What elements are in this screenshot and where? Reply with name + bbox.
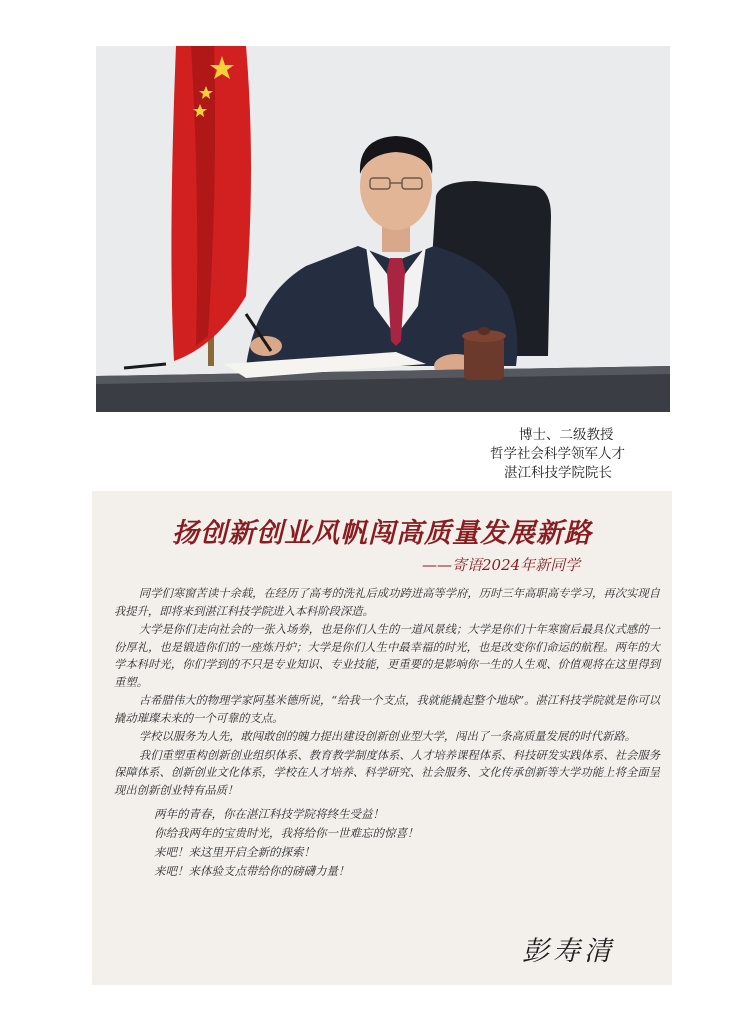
- caption-line-position: 湛江科技学院院长: [504, 465, 612, 481]
- letter-paragraph: 我们重塑重构创新创业组织体系、教育教学制度体系、人才培养课程体系、科技研发实践体系、社会服务保障体系、创新创业文化体系，学校在人才培养、科学研究、社会服务、文化传承创新等大学功能上将全面呈现出创新创业特有品质！: [114, 748, 660, 797]
- tea-cup: [464, 336, 504, 380]
- portrait-illustration: [96, 46, 670, 412]
- letter-closing: [114, 805, 660, 881]
- caption-line-title: 博士、二级教授: [519, 427, 614, 443]
- letter-subtitle: ——寄语2024年新同学: [422, 556, 581, 574]
- letter-paragraph: 古希腊伟大的物理学家阿基米德所说，“给我一个支点，我就能撬起整个地球”。湛江科技学院就是你可以撬动璀璨未来的一个可靠的支点。: [114, 694, 660, 725]
- letter-panel: [92, 491, 672, 985]
- letter-paragraph: 大学是你们走向社会的一张入场券，也是你们人生的一道风景线；大学是你们十年寒窗后最具仪式感的一份厚礼，也是锻造你们的一座炼丹炉；大学是你们人生中最幸福的时光，也是改变你们命运的航程。两年的大学本科时光，你们学到的不只是专业知识、专业技能，更重要的是影响你一生的人生观、价值观将在这里得到重塑。: [114, 623, 660, 689]
- closing-line: 两年的青春，你在湛江科技学院将终生受益！: [154, 807, 384, 821]
- caption-line-honor: 哲学社会科学领军人才: [490, 446, 625, 462]
- signature: 彭寿清: [522, 936, 615, 967]
- closing-line: 你给我两年的宝贵时光，我将给你一世难忘的惊喜！: [154, 826, 419, 840]
- closing-line: 来吧！来这里开启全新的探索！: [154, 845, 315, 859]
- closing-line: 来吧！来体验支点带给你的磅礴力量！: [154, 864, 350, 878]
- letter-paragraph: 同学们寒窗苦读十余载，在经历了高考的洗礼后成功跨进高等学府，历时三年高职高专学习，再次实现自我提升，即将来到湛江科技学院进入本科阶段深造。: [114, 587, 660, 618]
- letter-paragraph: 学校以服务为人先，敢闯敢创的魄力提出建设创新创业型大学，闯出了一条高质量发展的时代新路。: [138, 730, 636, 743]
- portrait-photo: [96, 46, 670, 412]
- letter-title: 扬创新创业风帆闯高质量发展新路: [172, 518, 592, 549]
- portrait-caption: [476, 426, 696, 483]
- letter-body: [114, 585, 660, 881]
